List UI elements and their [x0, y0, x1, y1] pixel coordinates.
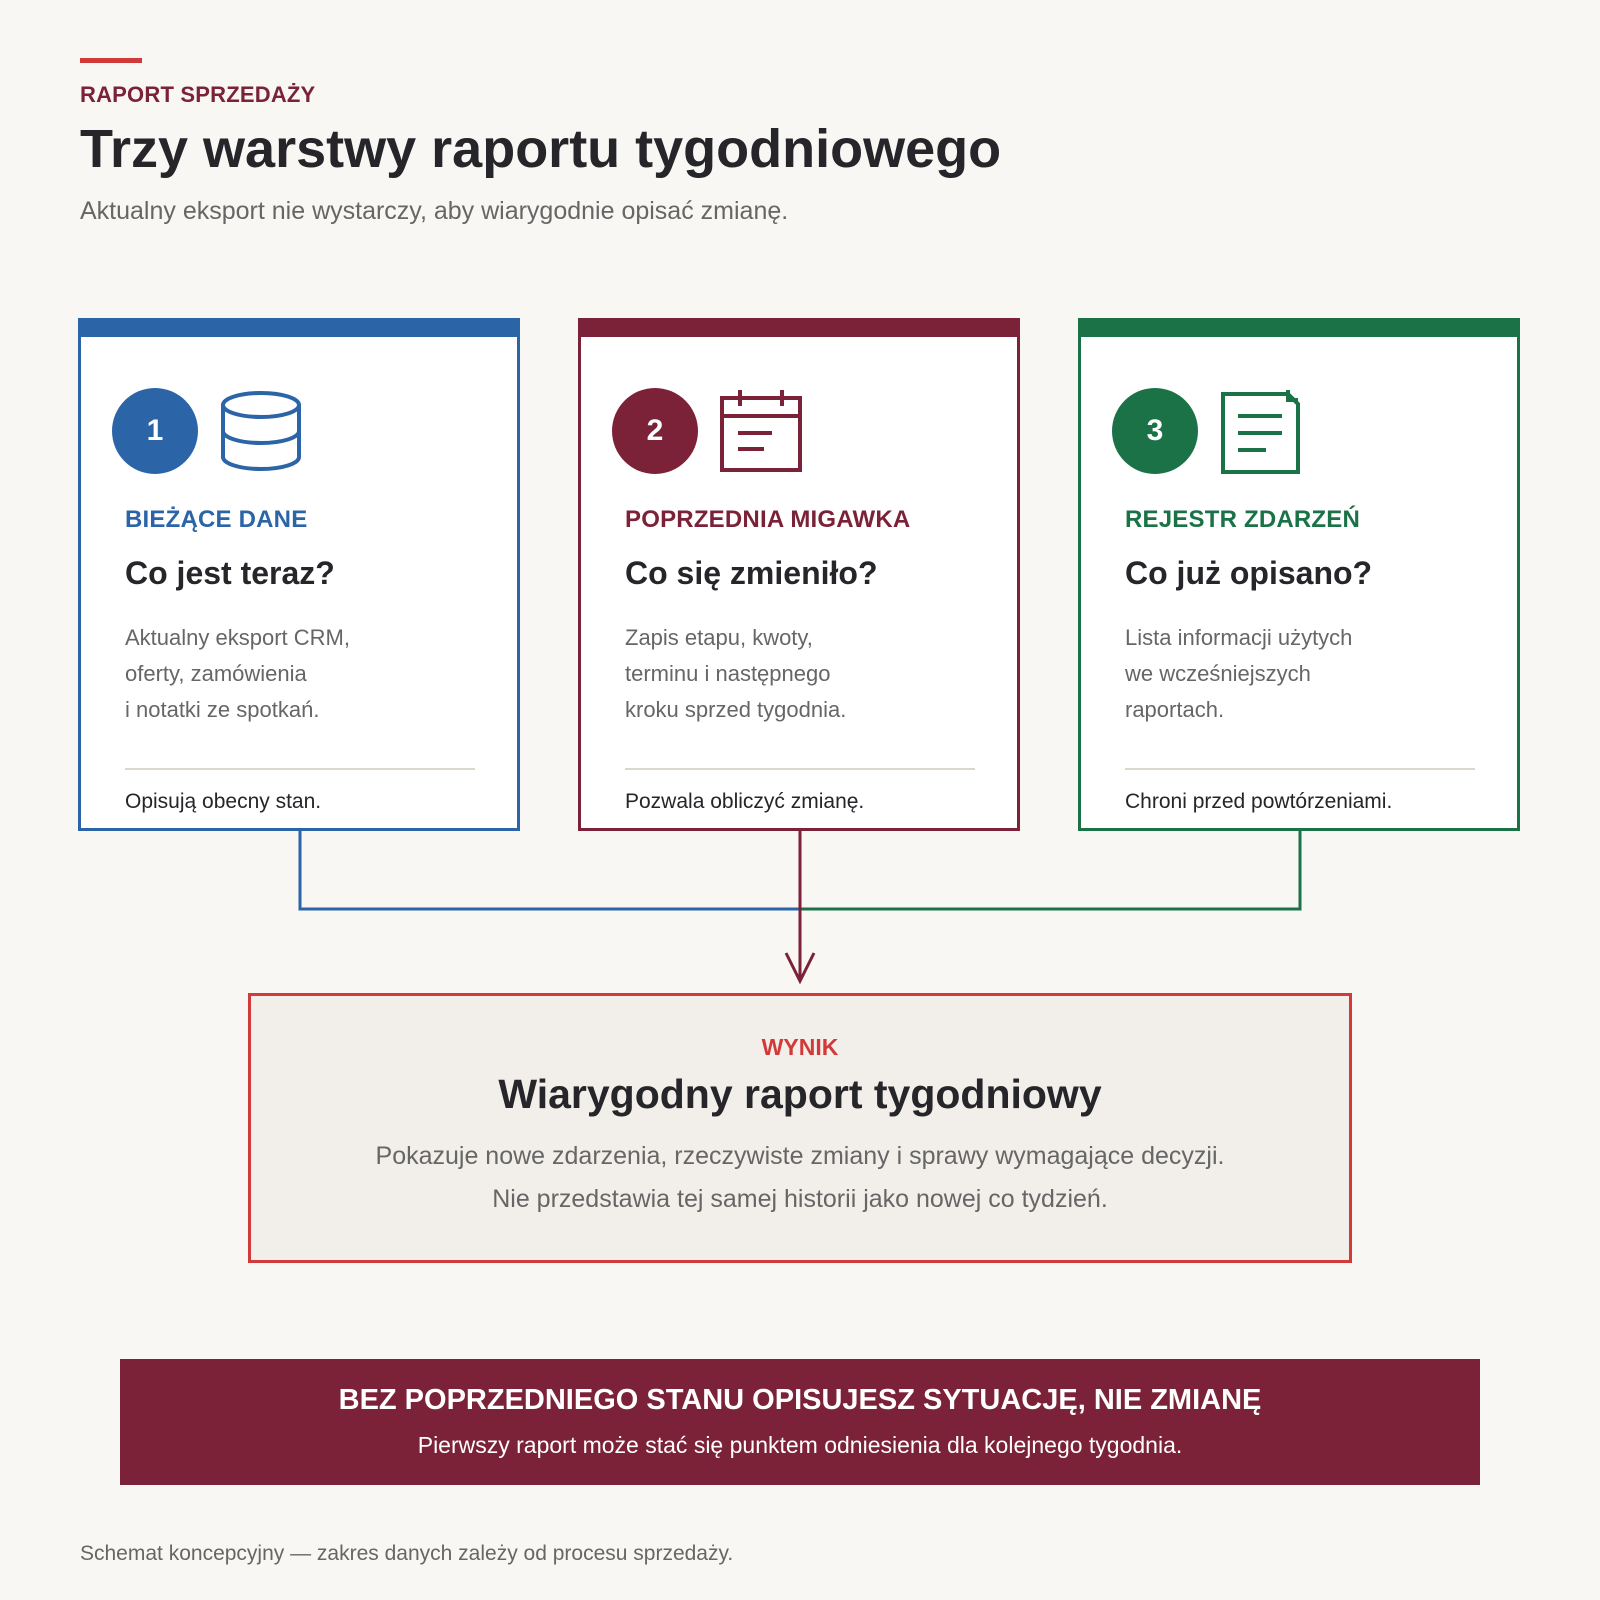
card-description-line: raportach.	[1125, 697, 1225, 722]
banner-title: BEZ POPRZEDNIEGO STANU OPISUJESZ SYTUACJĘ, NIE ZMIANĘ	[338, 1384, 1262, 1416]
card-description-line: kroku sprzed tygodnia.	[625, 697, 847, 722]
card-description-line: Lista informacji użytych	[1125, 625, 1353, 650]
card-note: Opisują obecny stan.	[125, 790, 322, 813]
card-description-line: terminu i następnego	[625, 661, 831, 686]
step-number-badge: 3	[1112, 388, 1198, 474]
card-question: Co jest teraz?	[125, 555, 335, 591]
card-kicker: REJESTR ZDARZEŃ	[1125, 506, 1361, 533]
connector-event-log	[800, 831, 1300, 909]
card-description-line: Aktualny eksport CRM,	[125, 625, 350, 650]
card-description-line: i notatki ze spotkań.	[125, 697, 320, 722]
connector-current-data	[300, 831, 800, 909]
card-kicker: BIEŻĄCE DANE	[125, 506, 308, 533]
takeaway-banner	[120, 1359, 1480, 1485]
footer-note: Schemat koncepcyjny — zakres danych zależy od procesu sprzedaży.	[80, 1542, 734, 1565]
eyebrow-label: RAPORT SPRZEDAŻY	[80, 82, 316, 107]
result-box	[248, 993, 1352, 1263]
banner-subtitle: Pierwszy raport może stać się punktem odniesienia dla kolejnego tygodnia.	[417, 1432, 1183, 1458]
card-note: Chroni przed powtórzeniami.	[1125, 790, 1393, 813]
result-description-line: Pokazuje nowe zdarzenia, rzeczywiste zmiany i sprawy wymagające decyzji.	[375, 1142, 1225, 1170]
card-question: Co się zmieniło?	[625, 555, 878, 591]
result-description-line: Nie przedstawia tej samej historii jako nowej co tydzień.	[492, 1185, 1108, 1213]
step-number-badge: 2	[612, 388, 698, 474]
result-title: Wiarygodny raport tygodniowy	[498, 1071, 1102, 1117]
card-description-line: Zapis etapu, kwoty,	[625, 625, 813, 650]
card-question: Co już opisano?	[1125, 555, 1373, 591]
result-kicker: WYNIK	[761, 1034, 839, 1060]
page-title: Trzy warstwy raportu tygodniowego	[80, 119, 1002, 179]
step-number-badge: 1	[112, 388, 198, 474]
card-kicker: POPRZEDNIA MIGAWKA	[625, 506, 911, 533]
page-subtitle: Aktualny eksport nie wystarczy, aby wiarygodnie opisać zmianę.	[80, 197, 789, 225]
card-description-line: oferty, zamówienia	[125, 661, 307, 686]
card-note: Pozwala obliczyć zmianę.	[625, 790, 865, 813]
card-description-line: we wcześniejszych	[1125, 661, 1311, 686]
